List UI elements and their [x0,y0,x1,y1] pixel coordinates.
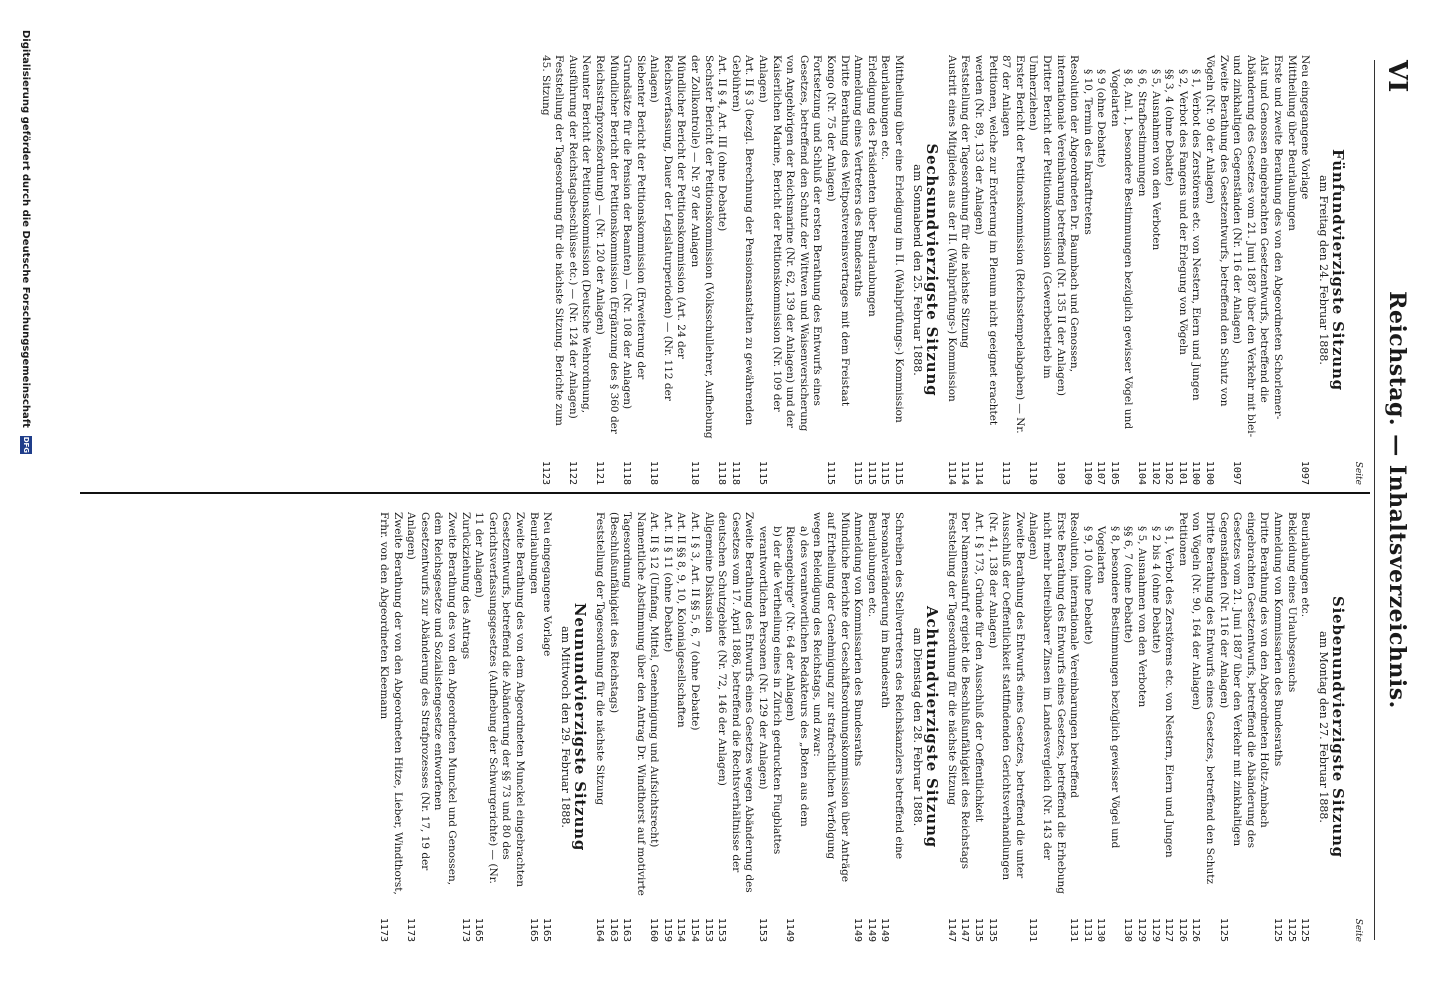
toc-entry-text: § 5, Ausnahmen von den Verboten [1136,526,1149,708]
toc-page-number: 1126 [1190,917,1202,942]
toc-page-number: 1173 [378,917,390,942]
toc-entry-text: Art. I § 173, Gründe für den Ausschluß der Oeffentlichkeit [972,512,985,823]
toc-entry [647,512,661,942]
toc-entry [1094,512,1121,942]
footer-text: Digitalisierung gefördert durch die Deutsche Forschungsgemeinschaft [20,30,32,428]
toc-entry-text: Resolution der Abgeordneten Dr. Baumbach und Genossen, internationale Vereinbarung betreffend (Nr. 135 II der Anlagen) [1054,55,1081,396]
seite-label: Seite [1353,461,1363,485]
toc-page-number: 1118 [648,460,660,485]
toc-entry-text: Erste und zweite Berathung des von den Abgeordneten Schorlemer-Alst und Genossen eingebrachten Gesetzentwurfs, betreffend die Abänderung des Gesetzes vom 21. Juni 1887 über den Verkehr mit blei- und zinkhaltigen Gegenständen (Nr. 116 der Anlagen) [1231,55,1285,438]
toc-entry [728,55,755,485]
toc-entry [944,55,958,485]
toc-page-number: 1100 [1190,460,1202,485]
toc-entry-text: Neunter Bericht der Petitionskommission (Deutsche Wehrordnung, Ausführung der Reichstagsbeschlüsse etc.) — (Nr. 124 der Anlagen) [566,55,593,419]
toc-entry [376,512,403,942]
toc-entry-text: Feststellung der Tagesordnung für die nächste Sitzung [593,512,606,806]
toc-page-number: 1153 [716,917,728,942]
toc-entry-text: Feststellung der Tagesordnung für die nächste Sitzung [945,512,958,806]
toc-entry [458,512,472,942]
toc-entry-text: Mittheilung über eine Erledigung im II. (Wahlprüfungs-) Kommission [893,55,905,423]
toc-entry-text: Mündlicher Bericht der Petitionskommission (Art. 24 der Reichsverfassung, Dauer der Legislaturperioden) — (Nr. 112 der Anlagen) [648,55,688,401]
toc-page-number: 1163 [607,917,619,942]
toc-entry-text: Beurlaubungen [527,512,540,595]
session-title: Fünfundvierzigste Sitzung [1329,149,1348,391]
toc-page-number: 1160 [648,917,660,942]
toc-entry-text: Anmeldung von Kommissarien des Bundesraths [852,512,865,767]
toc-entry-text: Beurlaubungen etc. [865,512,878,618]
toc-page-number: 1149 [784,917,796,942]
toc-entry-text: b) der die Vertheilung eines in Zürich gedruckten Flugblattes verantwortlichen Personen (Nr. 129 der Anlagen) [757,526,783,855]
toc-entry [958,512,972,942]
toc-entry-text: (Beschlußunfähigkeit des Reichstags) [607,512,620,714]
toc-entry [1080,512,1094,942]
toc-page-number: 1107 [1095,460,1107,485]
toc-entry [971,55,998,485]
toc-entry-text: Art. II § 11 (ohne Debatte) [661,512,674,653]
toc-entry-text: Dritte Berathung des von den Abgeordneten Holtz-Ambach eingebrachten Gesetzentwurfs, betreffend die Abänderung des Gesetzes vom 21. Juni 1887 über den Verkehr mit zinkhaltigen Gegenständen (Nr. 116 der Anlagen) [1217,512,1271,849]
toc-entry [1175,55,1189,485]
toc-page-number: 1123 [539,460,551,485]
toc-entry-text: Erledigung des Präsidenten über Beurlaubungen [865,55,878,317]
toc-entry [944,512,958,942]
toc-entry [1094,55,1108,485]
toc-page-number: 1102 [1149,460,1161,485]
toc-entry [592,55,619,485]
toc-entry [1135,55,1149,485]
toc-entry [864,512,878,942]
toc-entry-text: § 1, Verbot des Zerstörens etc. von Nestern, Eiern und Jungen [1163,526,1176,858]
toc-entry [620,512,647,942]
toc-page-number: 1163 [621,917,633,942]
session-date: am Sonnabend den 25. Februar 1888. [910,164,924,376]
toc-entry-text: Zweite Berathung des von den Abgeordneten Munckel und Genossen, dem Reichsgesetze und Sozialistengesetze entworfenen Gesetzentwurfs zur Abänderung des Strafprozesses (Nr. 17, 19 der Anlagen) [405,512,458,886]
toc-entry-text: Fortsetzung und Schluß der ersten Berathung des Entwurfs eines Gesetzes, betreffend den Schutz der Wittwen und Waisenversicherung von Angehörigen der Reichsmarine (Nr. 62, 139 der Anlagen) und der Kaiserlichen Marine, Bericht der Petitionskommission (Nr. 109 der Anlagen) [757,55,824,432]
toc-entry [985,512,1026,942]
toc-entry-text: § 9 (ohne Debatte) [1095,69,1108,168]
header-rule [1374,60,1375,940]
toc-entry [472,512,526,942]
toc-page-number: 1149 [852,917,864,942]
column-divider [80,492,1370,494]
toc-entry-text: Neu eingegangene Vorlage [1299,55,1312,200]
toc-page-number: 1131 [1027,917,1039,942]
toc-page-number: 1149 [879,917,891,942]
toc-entry [1053,55,1080,485]
toc-entry-text: Art. II § 4, Art. III (ohne Debatte) [716,55,729,232]
toc-page-number: 1130 [1095,917,1107,942]
toc-entry [1121,512,1135,942]
toc-entry-text: § 6, Strafbestimmungen [1136,69,1149,197]
toc-page-number: 1129 [1136,917,1148,942]
toc-entry-text: Dritte Berathung des Entwurfs eines Gesetzes, betreffend den Schutz von Vögeln (Nr. 90, 164 der Anlagen) [1190,512,1217,885]
toc-entry-text: § 10, Termin des Inkrafttretens [1081,69,1094,235]
toc-entry-text: Art. II § 3 (bezgl. Berechnung der Pensionsanstalten zu gewährenden Gebühren) [729,55,756,426]
toc-page-number: 1147 [959,917,971,942]
toc-page-number: 1153 [757,917,769,942]
toc-page-number: 1118 [729,460,741,485]
session-section [944,55,1348,485]
toc-page-number: 1109 [1081,460,1093,485]
toc-entry-text: Feststellung der Tagesordnung für die nächste Sitzung. Berichte zum 45. Sitzung [539,55,566,426]
toc-entry-text: § 5, Ausnahmen von den Verboten [1149,69,1162,251]
toc-page-number: 1135 [972,917,984,942]
toc-entry [674,512,688,942]
toc-page-number: 1129 [1149,917,1161,942]
session-title: Neunundvierzigste Sitzung [571,602,590,852]
session-section [376,512,590,942]
toc-page-number: 1114 [972,460,984,485]
left-column [532,55,1364,485]
running-title: Reichstag. — Inhaltsverzeichnis. [1384,291,1410,709]
toc-entry-text: Anmeldung eines Vertreters des Bundesraths [852,55,865,297]
toc-entry-text: Bekleidung eines Urlaubsgesuchs [1285,512,1298,693]
toc-entry [1230,55,1284,485]
toc-entry-text: Petitionen [1176,512,1189,567]
toc-page-number: 1115 [893,460,904,485]
toc-entry [620,55,647,485]
toc-entry [1148,512,1162,942]
toc-page-number: 1101 [1176,460,1188,485]
footer-credit [20,30,32,454]
session-section [538,55,942,485]
toc-entry-text: Zweite Berathung des Gesetzentwurfs, betreffend den Schutz von Vögeln (Nr. 90 der Anlagen) [1204,55,1230,407]
toc-page-number: 1165 [527,917,539,942]
page-number: VI [1382,60,1412,93]
toc-page-number: 1131 [1068,917,1080,942]
toc-page-number: 1125 [1299,917,1311,942]
session-date: am Dienstag den 28. Februar 1888. [910,627,924,827]
toc-entry-text: a) des verantwortlichen Redakteurs des „Boten aus dem Riesengebirge“ (Nr. 64 der Anlagen) [784,526,810,827]
toc-page-number: 1102 [1163,460,1175,485]
toc-entry [1298,512,1312,942]
toc-entry [1202,55,1229,485]
toc-entry [538,55,565,485]
toc-page-number: 1131 [1081,917,1093,942]
session-date: am Montag den 27. Februar 1888. [1316,631,1330,823]
session-title: Achtundvierzigste Sitzung [923,606,942,848]
toc-entry-text: § 1, Verbot des Zerstörens etc. von Nestern, Eiern und Jungen [1190,69,1203,401]
toc-entry-text: Zweite Berathung der von den Abgeordneten Hitze, Lieber, Windthorst, Frhr. von den Abgeordneten Kleemann [378,512,404,895]
toc-entry [1026,55,1053,485]
toc-page-number: 1115 [879,460,891,485]
toc-entry [1284,55,1298,485]
toc-entry-text: § 8, Anl. 1, besondere Bestimmungen bezüglich gewisser Vögel und Vogelarten [1108,69,1135,430]
toc-entry-text: Art. II §§ 8, 9, 10, Kolonialgesellschaften [675,512,688,728]
toc-page-number: 1159 [661,917,673,942]
toc-page-number: 1097 [1299,460,1311,485]
toc-entry [1189,55,1203,485]
toc-entry-text: Allgemeine Diskussion [702,512,715,633]
toc-entry [660,512,674,942]
toc-entry-text: Mündlicher Bericht der Petitionskommission (Ergänzung des § 360 der Reichsstrafprozeßordnung) — (Nr. 120 der Anlagen) [593,55,620,434]
toc-entry-text: Beurlaubungen etc. [879,55,892,161]
session-date: am Freitag den 24. Februar 1888. [1316,175,1330,365]
toc-page-number: 1164 [593,917,605,942]
toc-page-number: 1147 [945,917,957,942]
toc-entry-text: Zweite Berathung des Entwurfs eines Gesetzes wegen Abänderung des Gesetzes vom 17. April 1886, betreffend die Rechtsverhältnisse der deutschen Schutzgebiete (Nr. 72, 146 der Anlagen) [716,512,756,893]
toc-page-number: 1153 [702,917,714,942]
toc-entry [565,55,592,485]
toc-page-number: 1118 [716,460,728,485]
toc-entry [688,55,715,485]
toc-entry [823,55,850,485]
toc-entry [755,512,782,942]
toc-entry [701,512,715,942]
toc-entry [526,512,540,942]
toc-page-number: 1154 [689,917,701,942]
toc-entry-text: § 8, besondere Bestimmungen bezüglich gewisser Vögel und Vogelarten [1095,526,1121,849]
toc-page-number: 1121 [593,460,605,485]
toc-entry-text: Dritter Bericht der Petitionskommission (Gewerbebetrieb im Umherziehen) [1027,55,1053,379]
toc-entry [755,55,823,485]
toc-entry [851,55,865,485]
toc-page-number: 1149 [865,917,877,942]
toc-entry [878,512,905,942]
toc-entry-text: Erster Bericht der Petitionskommission (Reichsstempelabgaben) — Nr. 87 der Anlagen [1000,55,1026,434]
toc-entry-text: § 2 bis 4 (ohne Debatte) [1149,526,1162,654]
toc-entry [810,512,851,942]
toc-entry-text: Art. II § 12 (Umfang, Mittel, Genehmigung und Aufsichtsrecht) [648,512,661,848]
toc-entry-text: Schreiben des Stellvertreters des Reichskanzlers betreffend eine Personalveränderung im Bundesrath [879,512,905,860]
toc-page-number: 1135 [986,917,998,942]
toc-entry [878,55,892,485]
toc-page-number: 1114 [959,460,971,485]
toc-page-number: 1110 [1027,460,1039,485]
toc-entry [647,55,688,485]
toc-entry [1284,512,1298,942]
toc-entry-text: Mittheilung über Beurlaubungen [1285,55,1298,231]
toc-entry-text: §§ 3, 4 (ohne Debatte) [1163,69,1176,187]
toc-entry [715,55,729,485]
toc-page-number: 1127 [1163,917,1175,942]
toc-page-number: 1126 [1176,917,1188,942]
toc-page-number: 1122 [566,460,578,485]
toc-entry-text: Anmeldung von Kommissarien des Bundesraths [1272,512,1285,767]
toc-entry [783,512,810,942]
toc-entry [864,55,878,485]
toc-page-number: 1125 [1285,917,1297,942]
toc-page-number: 1105 [1108,460,1120,485]
toc-entry [971,512,985,942]
toc-entry [404,512,458,942]
toc-entry [1080,55,1094,485]
toc-entry [1135,512,1149,942]
toc-entry-text: § 9, 10 (ohne Debatte) [1081,526,1094,645]
toc-entry-text: Mündliche Berichte der Geschäftsordnungskommission über Anträge auf Ertheilung der Genehmigung zur strafrechtlichen Verfolgung wegen Beleidigung des Reichstags, und zwar: [811,512,851,883]
toc-entry [715,512,756,942]
toc-page-number: 1115 [852,460,864,485]
toc-entry [688,512,702,942]
toc-entry [1298,55,1312,485]
toc-entry-text: Petitionen, welche zur Erörterung im Plenum nicht geeignet erachtet werden (Nr. 89, 133 der Anlagen) [972,55,999,426]
toc-entry [592,512,606,942]
right-column [370,512,1364,942]
toc-entry-text: Sechster Bericht der Petitionskommission (Volksschullehrer, Aufhebung der Zollkontrolle) — Nr. 97 der Anlagen [689,55,715,439]
toc-entry-text: Der Namensaufruf ergiebt die Beschlußunfähigkeit des Reichstags [959,512,972,869]
toc-page-number: 1125 [1217,917,1229,942]
toc-entry-text: Beurlaubungen etc. [1299,512,1312,618]
toc-entry-text: §§ 6, 7 (ohne Debatte) [1122,526,1135,644]
dfg-logo-icon: DFG [22,436,30,454]
toc-page-number: 1173 [459,917,471,942]
toc-entry-text: Dritte Berathung des Weltpostvereinsvertrages mit dem Freistaat Kongo (Nr. 75 der Anlagen) [825,55,851,407]
toc-entry-text: Siebenter Bericht der Petitionskommission (Erweiterung der Grundsätze für die Pension der Beamten) — (Nr. 108 der Anlagen) [621,55,647,410]
session-title: Sechsundvierzigste Sitzung [923,143,942,397]
toc-entry-text: Neu eingegangene Vorlage [541,512,554,657]
toc-entry [851,512,865,942]
toc-page-number: 1100 [1204,460,1216,485]
session-section [944,512,1348,942]
toc-entry [1270,512,1284,942]
toc-page-number: 1125 [1272,917,1284,942]
toc-entry [1175,512,1189,942]
toc-page-number: 1115 [757,460,769,485]
seite-label: Seite [1353,918,1363,942]
toc-page-number: 1097 [1231,460,1243,485]
toc-page-number: 1165 [473,917,485,942]
toc-entry [606,512,620,942]
toc-entry-text: Erste Berathung des Entwurfs eines Gesetzes, betreffend die Erhebung nicht mehr beitreibbarer Zinsen im Landesvergleich (Nr. 143 der Anlagen) [1027,512,1067,894]
toc-page-number: 1118 [621,460,633,485]
toc-entry-text: Zweite Berathung des von dem Abgeordneten Munckel eingebrachten Gesetzentwurfs, betreffend die Abänderung der §§ 73 und 80 des Gerichtsverfassungsgesetzes (Aufhebung der Schwurgerichte) — (Nr. 11 der Anlagen) [473,512,526,887]
toc-entry [540,512,554,942]
session-title: Siebenundvierzigste Sitzung [1329,596,1348,858]
toc-entry-text: Namentliche Abstimmung über den Antrag Dr. Windthorst auf motivirte Tagesordnung [621,512,647,896]
toc-entry-text: Feststellung der Tagesordnung für die nächste Sitzung [959,55,972,349]
toc-entry [1148,55,1162,485]
toc-entry [1107,55,1134,485]
toc-page-number: 1165 [541,917,553,942]
toc-entry-text: § 2, Verbot des Fangens und der Erlegung von Vögeln [1176,69,1189,355]
toc-entry [958,55,972,485]
toc-entry-text: Art. I § 3, Art. II §§ 5, 6, 7 (ohne Debatte) [689,512,702,731]
toc-entry-text: Zurückziehung des Antrags [459,512,472,660]
toc-entry [1067,512,1081,942]
page-header [1374,60,1414,940]
toc-entry [1189,512,1216,942]
toc-entry-text: Zweite Berathung des Entwurfs eines Gesetzes, betreffend die unter Ausschluß der Oeffentlichkeit stattfindenden Gerichtsverhandlungen (Nr. 41, 138 der Anlagen) [986,512,1026,881]
toc-entry [1162,512,1176,942]
toc-page-number: 1173 [405,917,417,942]
toc-page-number: 1118 [689,460,701,485]
session-date: am Mittwoch den 29. Februar 1888. [558,626,572,828]
toc-entry-text: Resolution, internationale Vereinbarungen betreffend [1068,512,1081,799]
toc-entry-text: Austritt eines Mitgliedes aus der II. (Wahlprüfungs-) Kommission [945,55,958,402]
toc-entry [1216,512,1270,942]
toc-entry [1026,512,1067,942]
toc-page-number: 1104 [1136,460,1148,485]
toc-entry [1162,55,1176,485]
toc-page-number: 1114 [945,460,957,485]
toc-page-number: 1115 [865,460,877,485]
toc-page-number: 1130 [1122,917,1134,942]
session-section [592,512,942,942]
toc-entry [891,55,905,485]
toc-page-number: 1115 [825,460,837,485]
toc-page-number: 1109 [1054,460,1066,485]
toc-page-number: 1154 [675,917,687,942]
toc-page-number: 1113 [1000,460,1012,485]
toc-entry [999,55,1026,485]
